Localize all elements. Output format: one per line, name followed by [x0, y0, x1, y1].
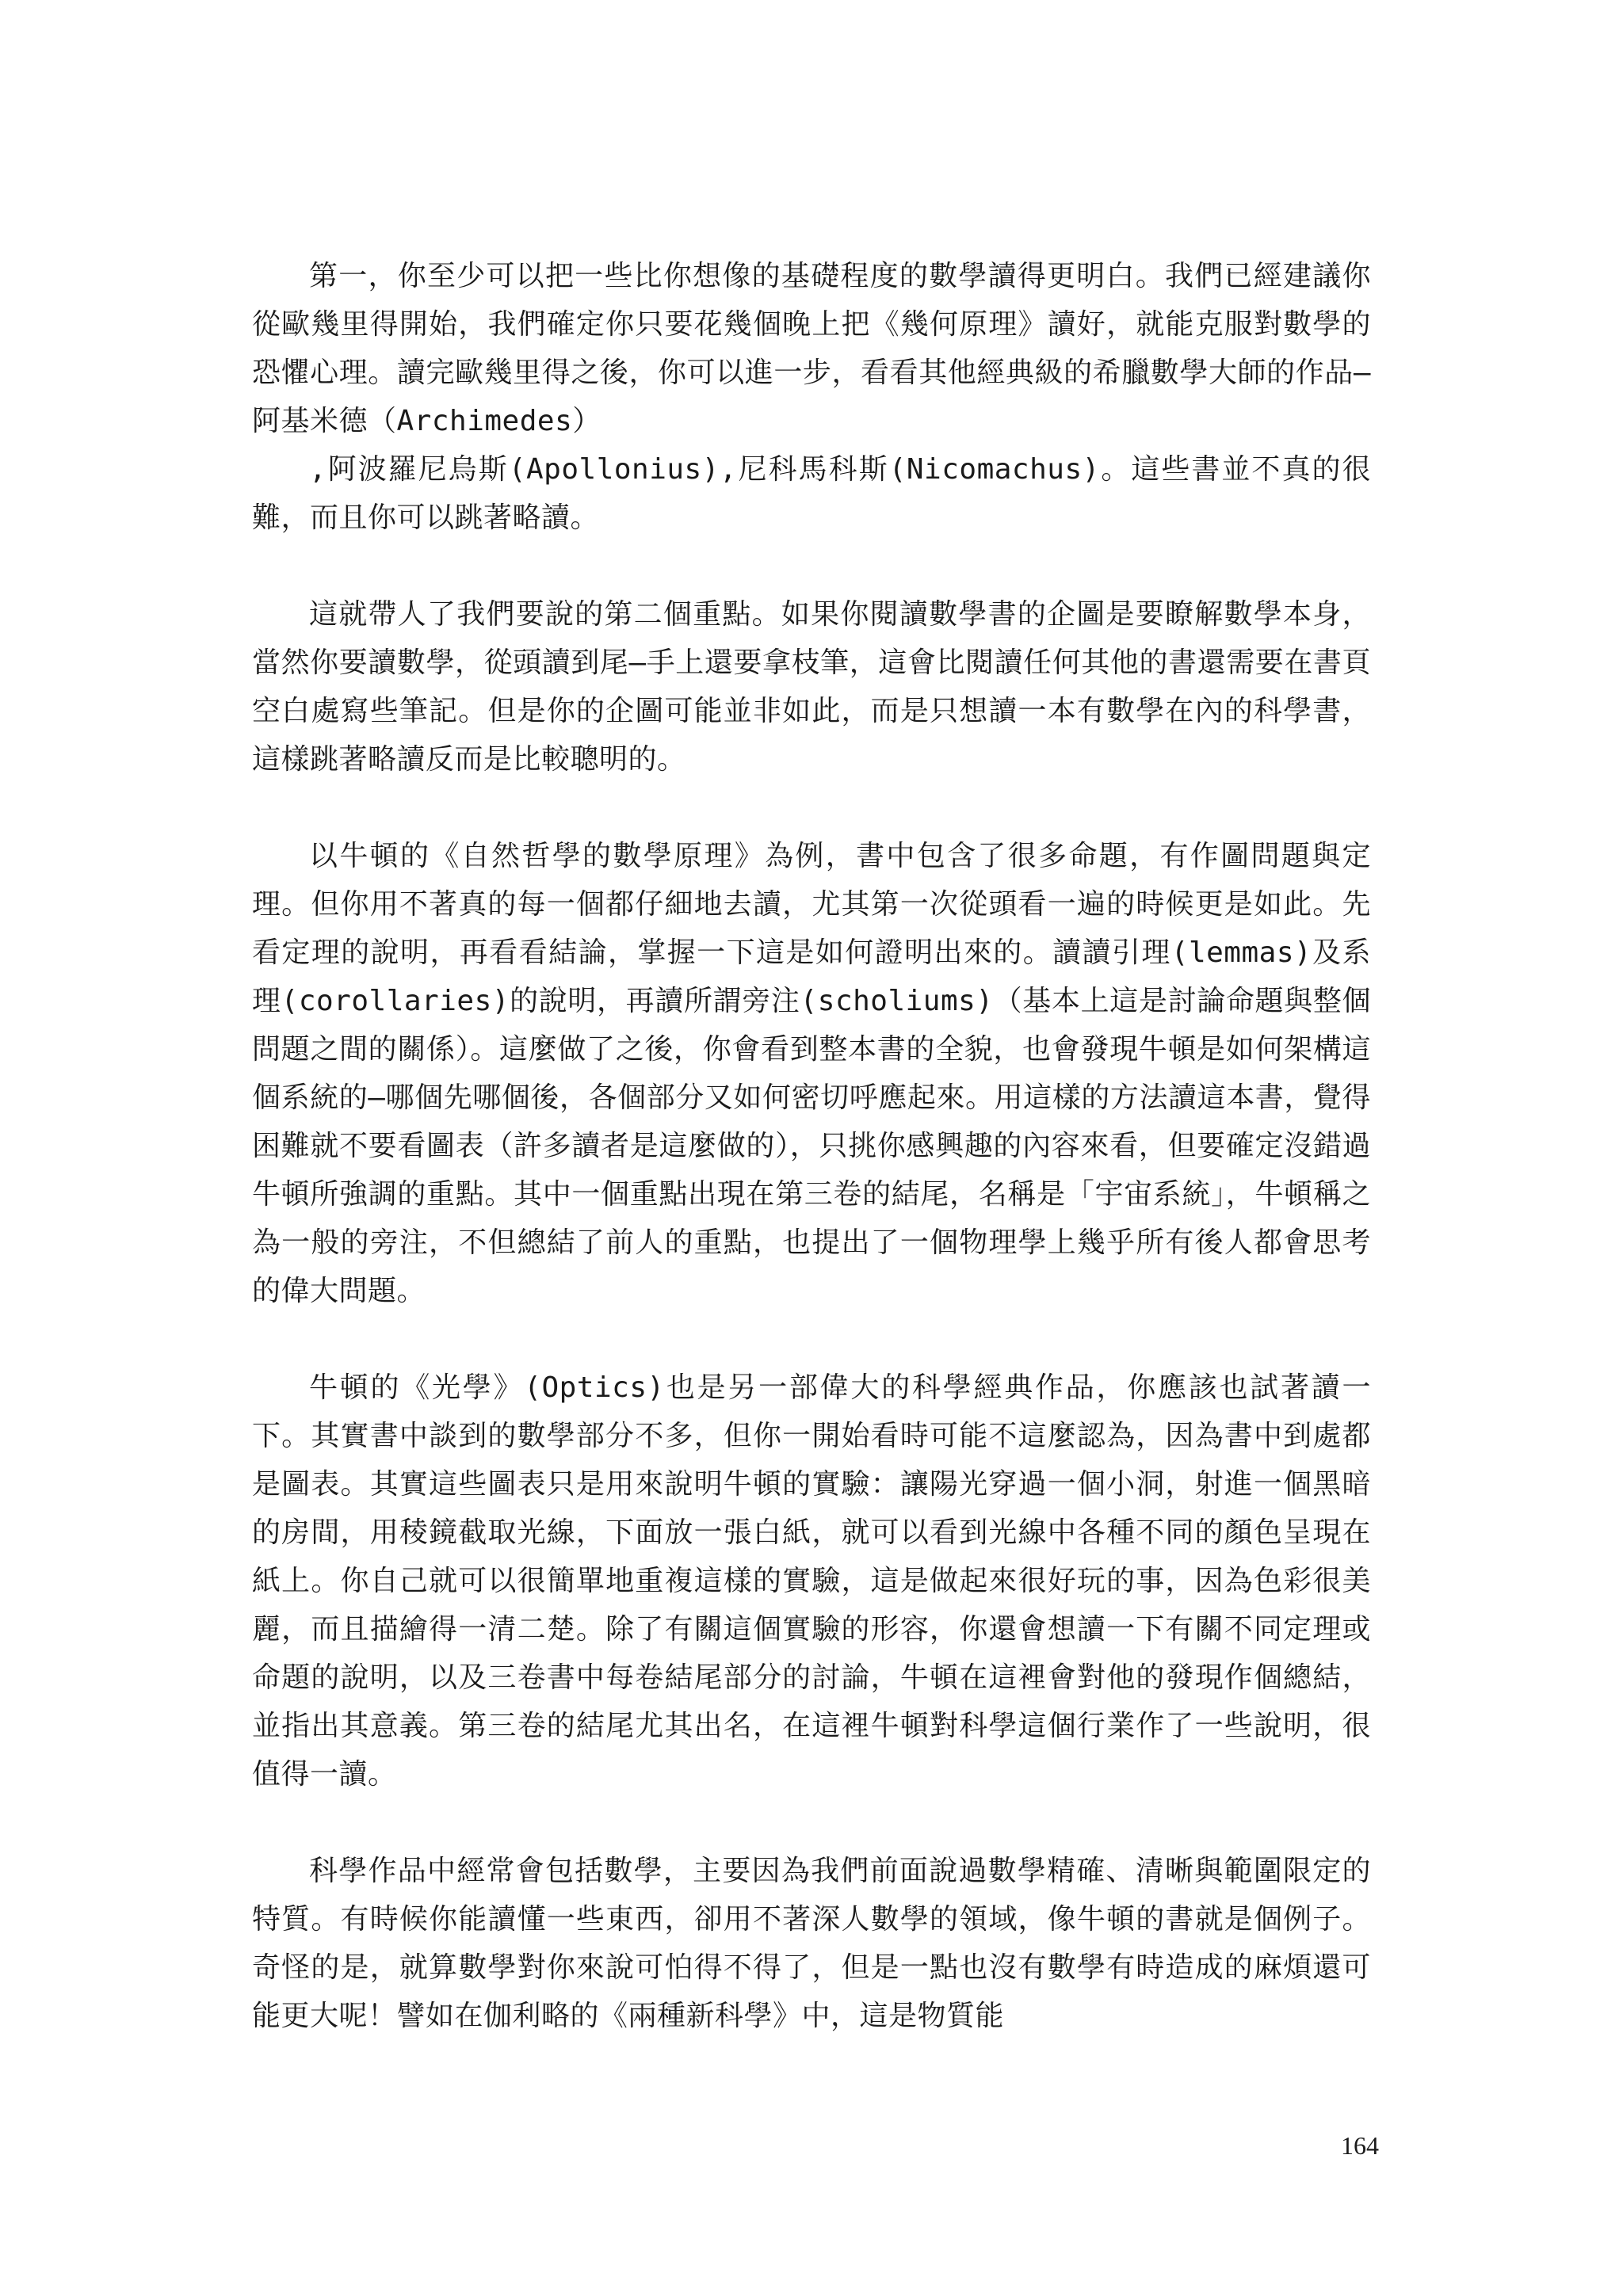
body-text — [252, 252, 1371, 2088]
paragraph-1: 第一，你至少可以把一些比你想像的基礎程度的數學讀得更明白。我們已經建議你從歐幾里得開始，我們確定你只要花幾個晚上把《幾何原理》讀好，就能克服對數學的恐懼心理。讀完歐幾里得之後，你可以進一步，看看其他經典級的希臘數學大師的作品—阿基米德（Archimedes） — [252, 260, 1371, 437]
paragraph-3: 以牛頓的《自然哲學的數學原理》為例，書中包含了很多命題，有作圖問題與定理。但你用不著真的每一個都仔細地去讀，尤其第一次從頭看一遍的時候更是如此。先看定理的說明，再看看結論，掌握一下這是如何證明出來的。讀讀引理(lemmas)及系理(corollaries)的說明，再讀所謂旁注(scholiums)（基本上這是討論命題與整個問題之間的關係）。這麼做了之後，你會看到整本書的全貌，也會發現牛頓是如何架構這個系統的—哪個先哪個後，各個部分又如何密切呼應起來。用這樣的方法讀這本書，覺得困難就不要看圖表（許多讀者是這麼做的），只挑你感興趣的內容來看，但要確定沒錯過牛頓所強調的重點。其中一個重點出現在第三卷的結尾，名稱是「宇宙系統」，牛頓稱之為一般的旁注，不但總結了前人的重點，也提出了一個物理學上幾乎所有後人都會思考的偉大問題。 — [252, 840, 1371, 1307]
paragraph-1-continued: ,阿波羅尼烏斯(Apollonius),尼科馬科斯(Nicomachus)。這些書並不真的很難，而且你可以跳著略讀。 — [252, 453, 1371, 534]
paragraph-5: 科學作品中經常會包括數學，主要因為我們前面說過數學精確、清晰與範圍限定的特質。有時候你能讀懂一些東西，卻用不著深人數學的領域，像牛頓的書就是個例子。奇怪的是，就算數學對你來說可怕得不得了，但是一點也沒有數學有時造成的麻煩還可能更大呢！譬如在伽利略的《兩種新科學》中，這是物質能 — [252, 1855, 1371, 2032]
page-number: 164 — [1341, 2131, 1379, 2160]
paragraph-2: 這就帶人了我們要說的第二個重點。如果你閱讀數學書的企圖是要瞭解數學本身，當然你要讀數學，從頭讀到尾—手上還要拿枝筆，這會比閱讀任何其他的書還需要在書頁空白處寫些筆記。但是你的企圖可能並非如此，而是只想讀一本有數學在內的科學書，這樣跳著略讀反而是比較聰明的。 — [252, 598, 1371, 776]
paragraph-4: 牛頓的《光學》(Optics)也是另一部偉大的科學經典作品，你應該也試著讀一下。其實書中談到的數學部分不多，但你一開始看時可能不這麼認為，因為書中到處都是圖表。其實這些圖表只是用來說明牛頓的實驗：讓陽光穿過一個小洞，射進一個黑暗的房間，用稜鏡截取光線，下面放一張白紙，就可以看到光線中各種不同的顏色呈現在紙上。你自己就可以很簡單地重複這樣的實驗，這是做起來很好玩的事，因為色彩很美麗，而且描繪得一清二楚。除了有關這個實驗的形容，你還會想讀一下有關不同定理或命題的說明，以及三卷書中每卷結尾部分的討論，牛頓在這裡會對他的發現作個總結，並指出其意義。第三卷的結尾尤其出名，在這裡牛頓對科學這個行業作了一些說明，很值得一讀。 — [252, 1371, 1371, 1791]
